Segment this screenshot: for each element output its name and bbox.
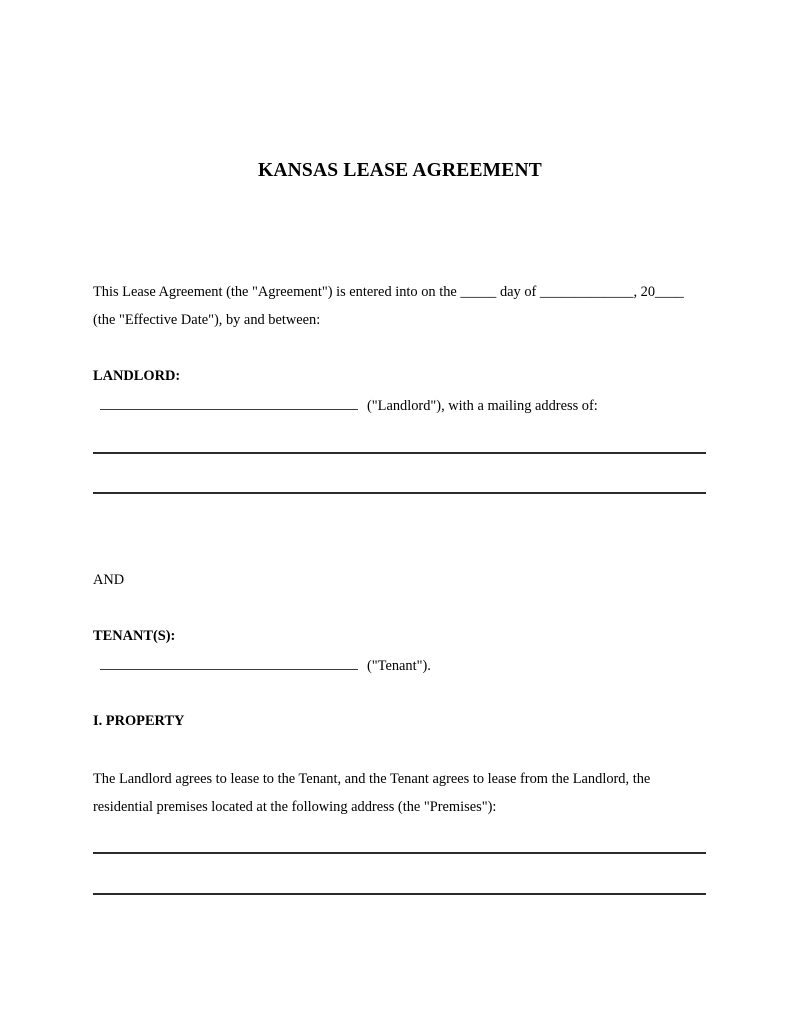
conjunction-and: AND (93, 572, 125, 588)
tenant-name-blank[interactable] (100, 655, 358, 670)
tenant-descriptor-text: ("Tenant"). (367, 658, 431, 674)
landlord-name-blank[interactable] (100, 395, 358, 410)
intro-paragraph: This Lease Agreement (the "Agreement") is entered into on the _____ day of _____________, 20____ (the "Effective Date"), by and between: (93, 284, 684, 328)
landlord-address-line-1[interactable] (93, 452, 706, 454)
section-heading-property: I. PROPERTY (93, 713, 185, 729)
page-title: KANSAS LEASE AGREEMENT (258, 160, 542, 181)
section-body-property: The Landlord agrees to lease to the Tenant, and the Tenant agrees to lease from the Landlord, the residential premises located at the following address (the "Premises"): (93, 771, 651, 815)
tenant-name-row (93, 655, 707, 676)
premises-address-line-1[interactable] (93, 852, 706, 854)
landlord-descriptor-text: ("Landlord"), with a mailing address of: (367, 398, 598, 414)
landlord-heading: LANDLORD: (93, 368, 181, 384)
landlord-address-line-2[interactable] (93, 492, 706, 494)
premises-address-line-2[interactable] (93, 893, 706, 895)
tenant-heading: TENANT(S): (93, 628, 176, 644)
landlord-name-row (93, 395, 707, 416)
